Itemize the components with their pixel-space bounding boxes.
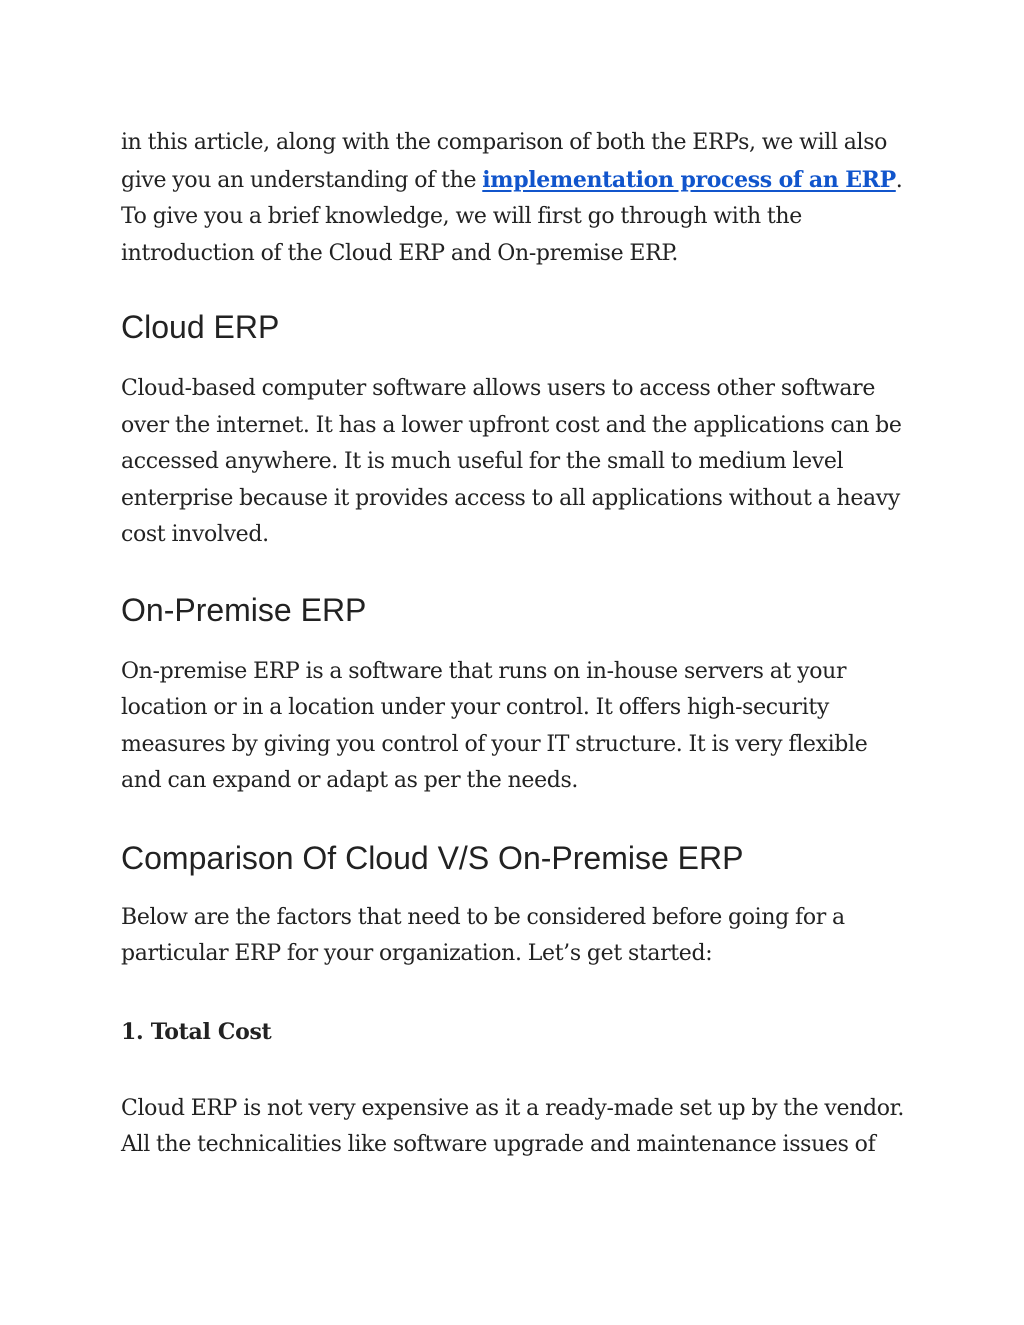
document-page: [121, 125, 911, 1164]
total-cost-heading: 1. Total Cost: [121, 1018, 272, 1045]
on-premise-erp-heading: On-Premise ERP: [121, 591, 367, 628]
on-premise-erp-paragraph: On-premise ERP is a software that runs on in-house servers at your location or in a location under your control. It offers high-security measures by giving you control of your IT structure. It is very flexible and can expand or adapt as per the needs.: [121, 658, 868, 793]
cloud-erp-heading: Cloud ERP: [121, 309, 280, 345]
intro-paragraph: [121, 125, 911, 272]
comparison-paragraph: Below are the factors that need to be considered before going for a particular ERP for your organization. Let’s get started:: [121, 904, 845, 966]
intro-text-end: . To give you a brief knowledge, we will first go through with the introduction of the Cloud ERP and On-premise ERP.: [121, 167, 903, 266]
total-cost-paragraph: Cloud ERP is not very expensive as it a ready-made set up by the vendor. All the technicalities like software upgrade and maintenance issues of: [121, 1095, 905, 1157]
cloud-erp-paragraph: Cloud-based computer software allows users to access other software over the internet. It has a lower upfront cost and the applications can be accessed anywhere. It is much useful for the small to medium level enterprise because it provides access to all applications without a heavy cost involved.: [121, 376, 902, 547]
comparison-heading: Comparison Of Cloud V/S On-Premise ERP: [121, 839, 744, 876]
implementation-process-link[interactable]: implementation process of an ERP: [482, 166, 896, 193]
intro-text-start: in this article, along with the comparison of both the ERPs, we will also give you an understanding of the: [121, 130, 888, 193]
